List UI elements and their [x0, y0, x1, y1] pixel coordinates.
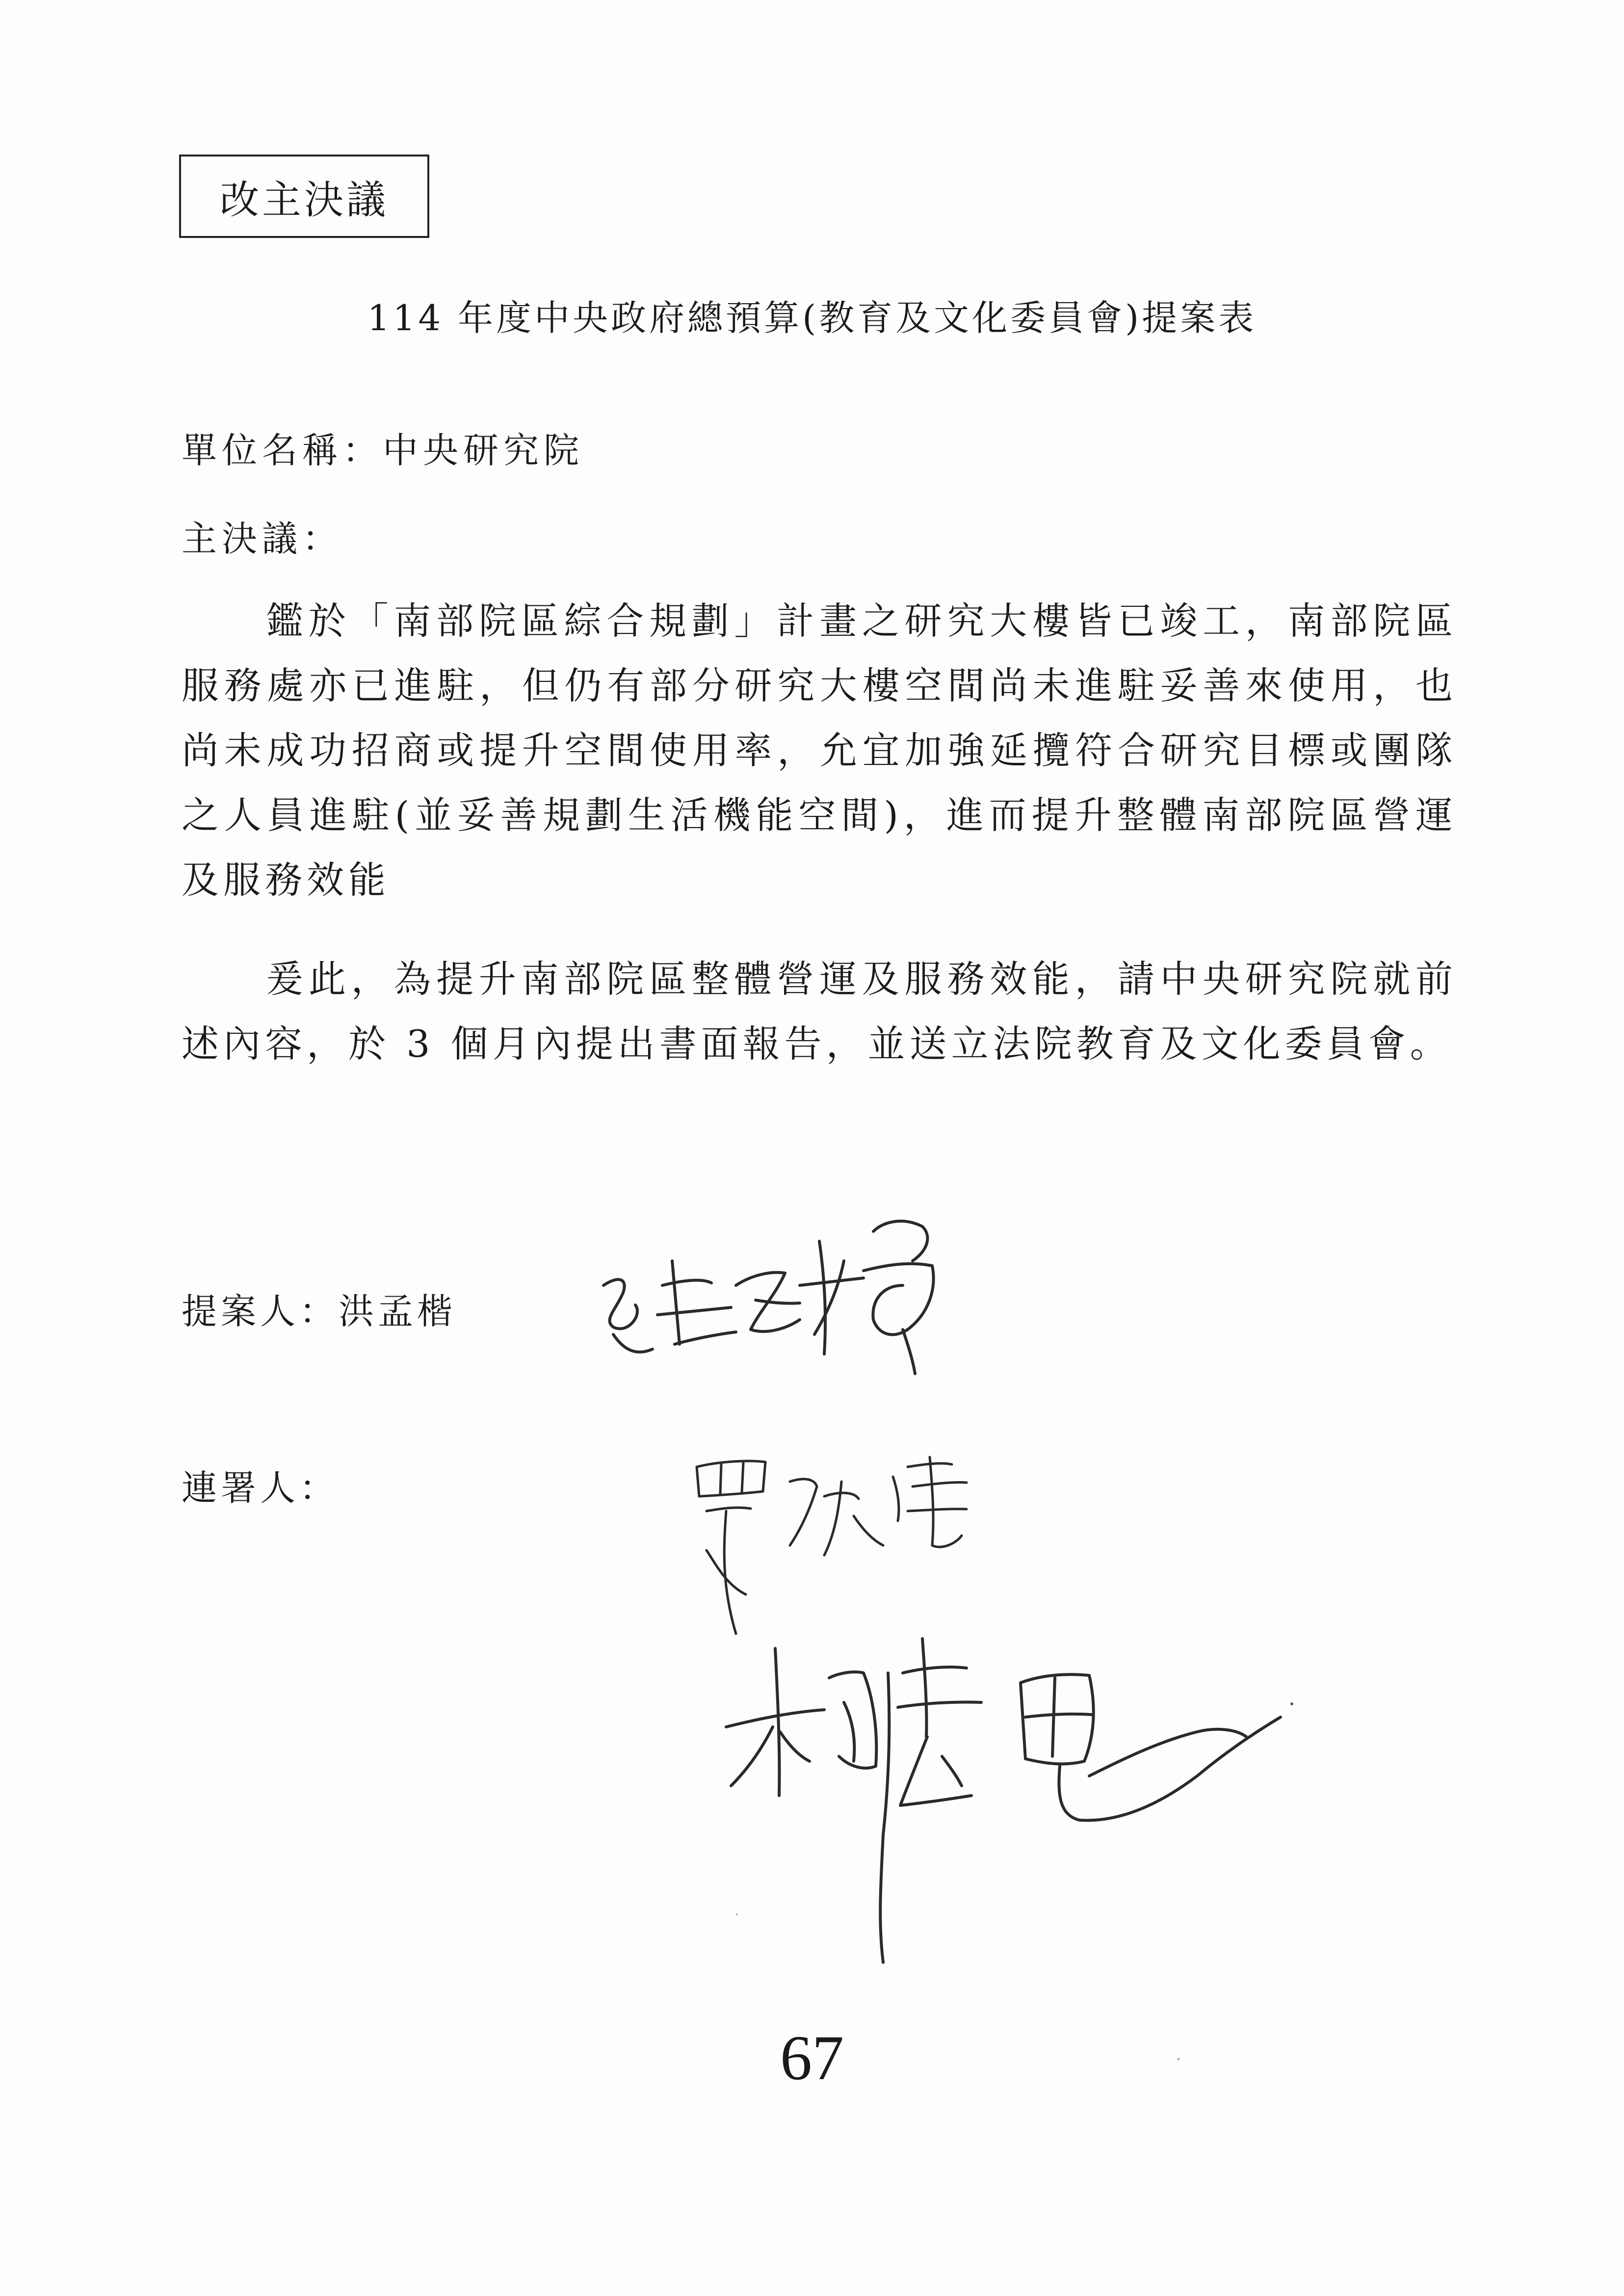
amended-resolution-tag: [179, 155, 429, 238]
scan-speck: [736, 1913, 738, 1915]
proposer-signature: [589, 1187, 991, 1393]
resolution-paragraph-2: 爰此，為提升南部院區整體營運及服務效能，請中央研究院就前述內容，於 3 個月內提出書面報告，並送立法院教育及文化委員會。: [182, 957, 1457, 1066]
proposer-name: 洪孟楷: [339, 1291, 457, 1332]
main-resolution-label: 主決議：: [182, 518, 343, 559]
unit-name-line: [182, 422, 584, 473]
proposer-line: [182, 1283, 456, 1334]
tag-text: 改主決議: [220, 177, 389, 223]
resolution-paragraph-1: 鑑於「南部院區綜合規劃」計畫之研究大樓皆已竣工，南部院區服務處亦已進駐，但仍有部分研究大樓空間尚未進駐妥善來使用，也尚未成功招商或提升空間使用率，允宜加強延攬符合研究目標或團隊之人員進駐(並妥善規劃生活機能空間)，進而提升整體南部院區營運及服務效能: [182, 599, 1457, 902]
document-title: 114 年度中央政府總預算(教育及文化委員會)提案表: [367, 297, 1257, 339]
proposer-label: 提案人：: [182, 1291, 339, 1332]
unit-name-value: 中央研究院: [383, 430, 584, 471]
cosigner-signature-1: [677, 1437, 1001, 1644]
page-number: 67: [780, 2023, 844, 2093]
unit-name-label: 單位名稱：: [182, 430, 383, 471]
scan-speck: [1178, 2058, 1179, 2060]
scan-speck: [1290, 1702, 1293, 1705]
cosigner-label: 連署人：: [182, 1467, 339, 1509]
cosigner-line: [182, 1460, 339, 1511]
cosigner-signature-2: [716, 1619, 1290, 1972]
